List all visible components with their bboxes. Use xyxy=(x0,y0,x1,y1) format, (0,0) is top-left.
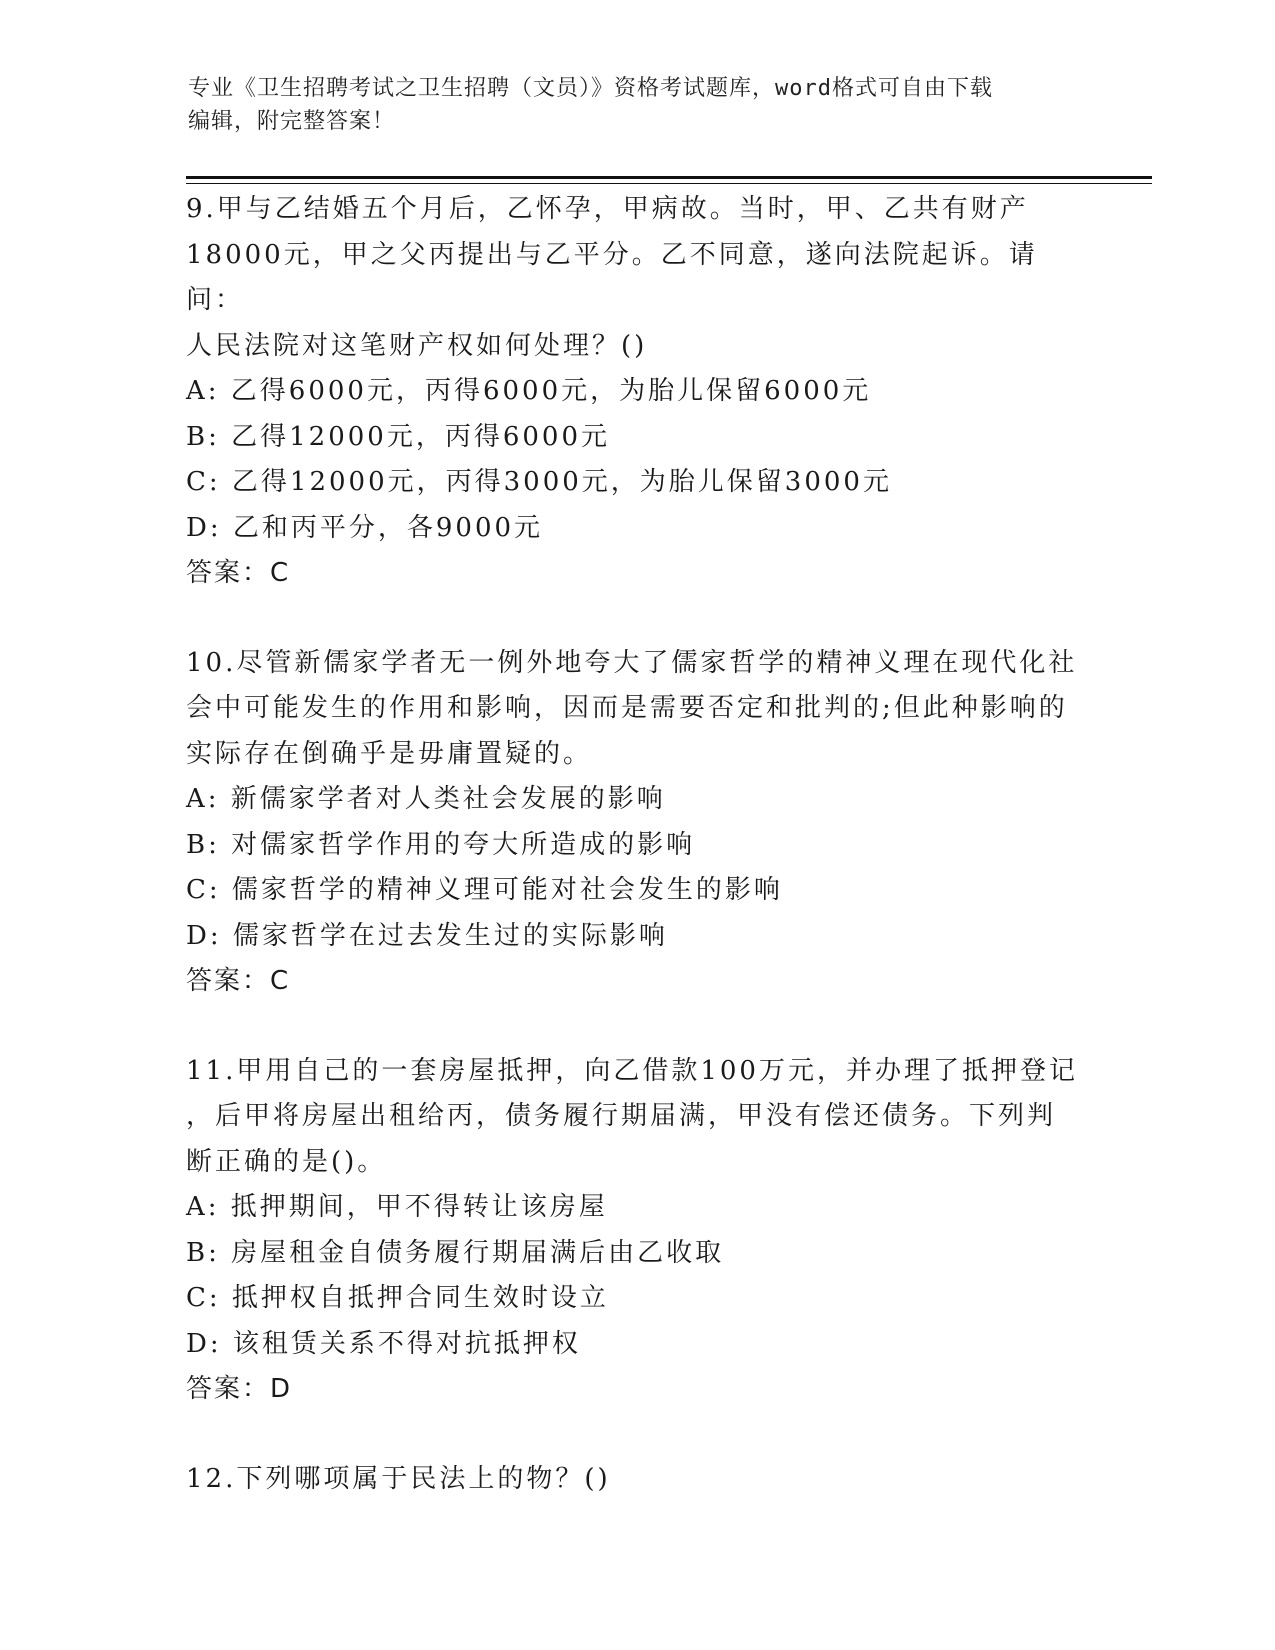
header-line-1: 专业《卫生招聘考试之卫生招聘（文员）》资格考试题库，word格式可自由下载 xyxy=(188,76,993,101)
question-12 xyxy=(186,1457,1086,1503)
option-a: A: 乙得6000元，丙得6000元，为胎儿保留6000元 xyxy=(186,376,872,406)
answer-line: 答案：C xyxy=(186,966,291,996)
question-list xyxy=(186,187,1086,1546)
question-stem-line: 实际存在倒确乎是毋庸置疑的。 xyxy=(186,738,593,769)
header-divider-thin xyxy=(186,183,1152,184)
header-divider-thick xyxy=(186,176,1152,179)
option-a: A: 抵押期间，甲不得转让该房屋 xyxy=(186,1192,608,1222)
option-a: A: 新儒家学者对人类社会发展的影响 xyxy=(186,784,666,814)
option-d: D: 该租赁关系不得对抗抵押权 xyxy=(186,1328,581,1359)
option-d: D: 儒家哲学在过去发生过的实际影响 xyxy=(186,920,668,951)
answer-line: 答案：C xyxy=(186,558,291,588)
option-c: C: 乙得12000元，丙得3000元，为胎儿保留3000元 xyxy=(186,467,892,497)
question-stem-line: 12.下列哪项属于民法上的物？() xyxy=(186,1463,611,1494)
question-stem-line: ，后甲将房屋出租给丙，债务履行期届满，甲没有偿还债务。下列判 xyxy=(186,1101,1057,1131)
header-line-2: 编辑，附完整答案！ xyxy=(188,109,396,134)
option-b: B: 房屋租金自债务履行期届满后由乙收取 xyxy=(186,1237,725,1268)
question-11 xyxy=(186,1049,1086,1413)
question-stem-line: 会中可能发生的作用和影响，因而是需要否定和批判的;但此种影响的 xyxy=(186,693,1068,723)
document-header xyxy=(188,72,1088,138)
question-stem-line: 11.甲用自己的一套房屋抵押，向乙借款100万元，并办理了抵押登记 xyxy=(186,1055,1078,1086)
question-9 xyxy=(186,187,1086,597)
question-10 xyxy=(186,641,1086,1005)
option-b: B: 乙得12000元，丙得6000元 xyxy=(186,421,611,452)
question-stem-line: 9.甲与乙结婚五个月后，乙怀孕，甲病故。当时，甲、乙共有财产 xyxy=(186,194,1029,224)
question-stem-line: 人民法院对这笔财产权如何处理？() xyxy=(186,330,648,361)
option-c: C: 抵押权自抵押合同生效时设立 xyxy=(186,1283,609,1313)
question-stem-line: 18000元，甲之父丙提出与乙平分。乙不同意，遂向法院起诉。请问： xyxy=(186,239,1038,315)
option-c: C: 儒家哲学的精神义理可能对社会发生的影响 xyxy=(186,875,783,905)
answer-line: 答案：D xyxy=(186,1374,293,1404)
option-d: D: 乙和丙平分，各9000元 xyxy=(186,512,544,543)
option-b: B: 对儒家哲学作用的夸大所造成的影响 xyxy=(186,829,696,860)
question-stem-line: 断正确的是()。 xyxy=(186,1146,387,1177)
question-stem-line: 10.尽管新儒家学者无一例外地夸大了儒家哲学的精神义理在现代化社 xyxy=(186,647,1078,678)
